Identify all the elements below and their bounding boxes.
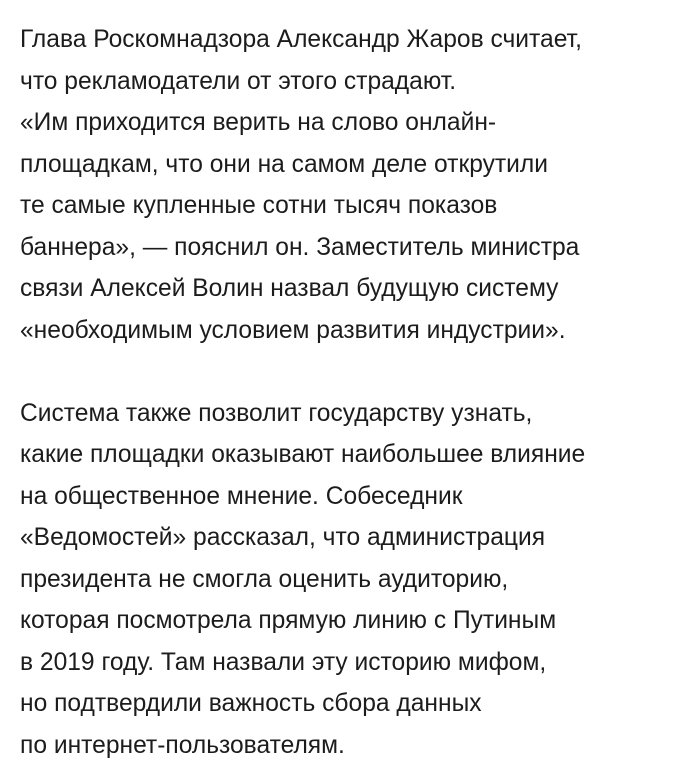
- text-line: какие площадки оказывают наибольшее влияние: [20, 441, 586, 468]
- text-line: «необходимым условием развития индустрии».: [20, 316, 566, 344]
- text-line: Глава Роскомнадзора Александр Жаров считает,: [20, 26, 582, 53]
- text-line: на общественное мнение. Собеседник: [20, 482, 463, 510]
- text-line: баннера», — пояснил он. Заместитель министра: [20, 233, 580, 261]
- paragraph-2: [20, 393, 670, 767]
- text-line: «Ведомостей» рассказал, что администрация: [20, 524, 546, 551]
- text-line: в 2019 году. Там назвали эту историю мифом,: [20, 648, 547, 676]
- text-line: «Им приходится верить на слово онлайн-: [20, 109, 497, 136]
- text-line: Система также позволит государству узнать,: [20, 399, 533, 427]
- text-line: которая посмотрела прямую линию с Путиным: [20, 607, 557, 634]
- paragraph-1: [20, 19, 670, 351]
- text-line: президента не смогла оценить аудиторию,: [20, 565, 509, 593]
- text-line: что рекламодатели от этого страдают.: [20, 67, 457, 95]
- text-line: связи Алексей Волин назвал будущую систему: [20, 275, 559, 302]
- text-line: но подтвердили важность сбора данных: [20, 690, 482, 717]
- text-line: площадкам, что они на самом деле открутили: [20, 150, 548, 178]
- text-line: по интернет-пользователям.: [20, 731, 345, 759]
- text-line: те самые купленные сотни тысяч показов: [20, 192, 498, 219]
- article-body: [20, 19, 670, 766]
